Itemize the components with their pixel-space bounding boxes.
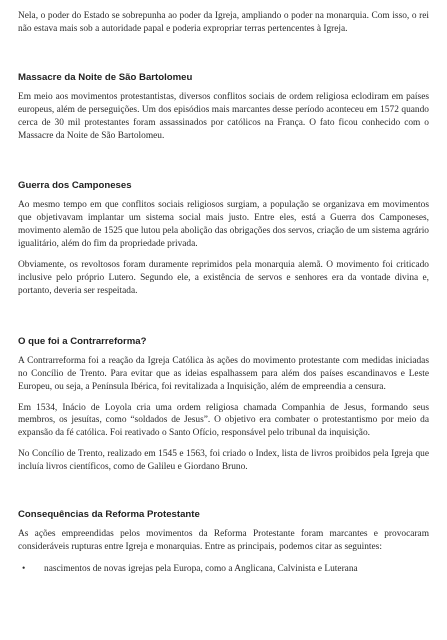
section-title-guerra-camponeses: Guerra dos Camponeses xyxy=(18,180,132,192)
section-title-contrarreforma: O que foi a Contrarreforma? xyxy=(18,335,147,347)
section-paragraph: As ações empreendidas pelos movimentos da Reforma Protestante foram marcantes e provocaram consideráveis rupturas entre Igreja e monarquias. Entre as principais, podemos citar as seguintes: xyxy=(18,529,429,552)
section-title-massacre: Massacre da Noite de São Bartolomeu xyxy=(18,71,193,83)
section-paragraph: A Contrarreforma foi a reação da Igreja Católica às ações do movimento protestante com medidas iniciadas no Concílio de Trento. Para evitar que as ideias espalhassem para além dos países escandinavos e Leste Europeu, ou seja, a Península Ibérica, foi revitalizada a Inquisição, além de empreendia a censura. xyxy=(18,355,429,392)
bullet-list xyxy=(18,563,429,576)
section-paragraph: Obviamente, os revoltosos foram duramente reprimidos pela monarquia alemã. O movimento foi criticado inclusive pelo próprio Lutero. Segundo ele, a existência de servos e senhores era da vontade divina e, portanto, deveria ser respeitada. xyxy=(18,260,429,296)
intro-paragraph: Nela, o poder do Estado se sobrepunha ao poder da Igreja, ampliando o poder na monarquia. Com isso, o rei não estava mais sob a autoridade papal e poderia expropriar terras pertencentes à Igreja. xyxy=(18,11,429,34)
section-paragraph: Ao mesmo tempo em que conflitos sociais religiosos surgiam, a população se organizava em movimentos que objetivavam implantar um sistema social mais justo. Entre eles, está a Guerra dos Camponeses, movimento alemão de 1525 que lutou pela abolição das obrigações dos servos, criação de um sistema agrário igualitário, além do fim da propriedade privada. xyxy=(18,200,429,250)
list-item-text: nascimentos de novas igrejas pela Europa, como a Anglicana, Calvinista e Luterana xyxy=(44,563,358,574)
section-paragraph: Em meio aos movimentos protestantistas, diversos conflitos sociais de ordem religiosa eclodiram em países europeus, além de perseguições. Um dos episódios mais marcantes desse período aconteceu em 1572 quando cerca de 30 mil protestantes foram assassinados por católicos na França. O fato ficou conhecido com o Massacre da Noite de São Bartolomeu. xyxy=(18,91,429,141)
section-title-consequencias: Consequências da Reforma Protestante xyxy=(18,509,200,521)
section-paragraph: Em 1534, Inácio de Loyola cria uma ordem religiosa chamada Companhia de Jesus, formando seus membros, os jesuítas, como “soldados de Jesus”. O objetivo era combater o protestantismo por meio da expansão da fé católica. Foi reativado o Santo Ofício, responsável pelo tribunal da inquisição. xyxy=(18,402,429,439)
section-paragraph: No Concílio de Trento, realizado em 1545 e 1563, foi criado o Index, lista de livros proibidos pela Igreja que incluía livros científicos, como de Galileu e Giordano Bruno. xyxy=(18,449,429,473)
list-item xyxy=(18,563,429,576)
bullet-icon: • xyxy=(22,563,26,574)
